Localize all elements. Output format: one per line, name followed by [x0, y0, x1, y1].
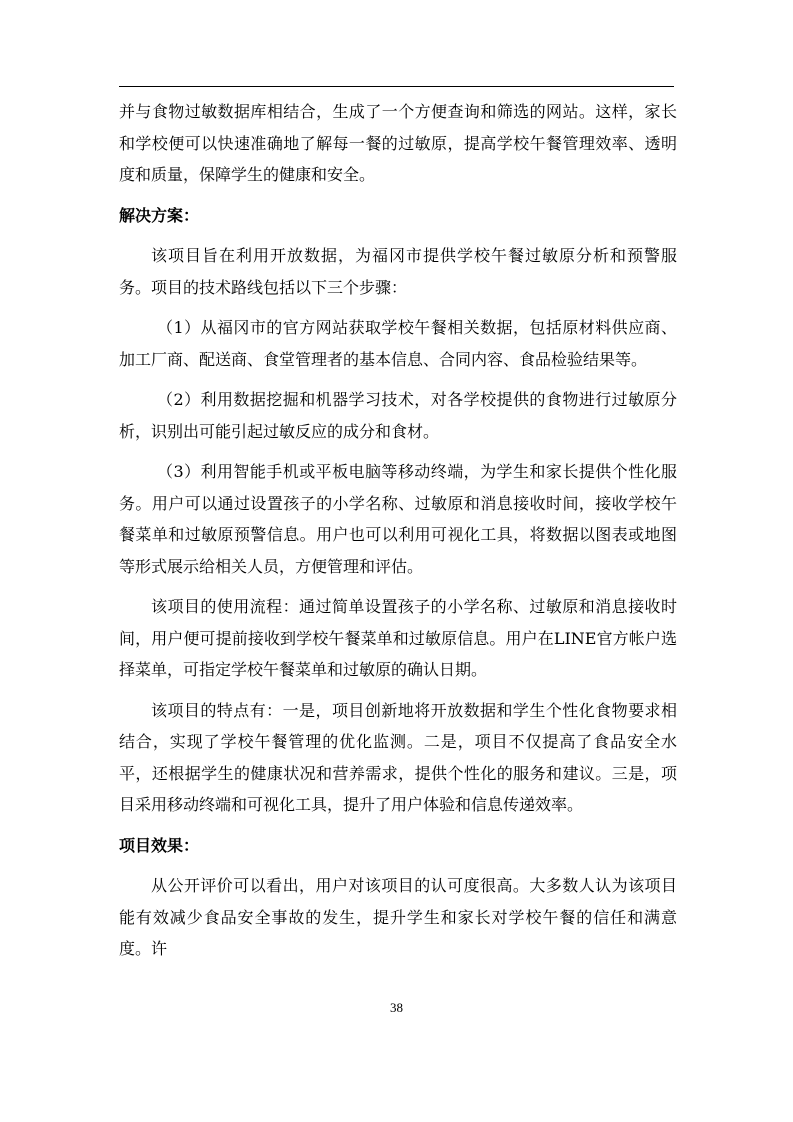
- step-3-paragraph: （3）利用智能手机或平板电脑等移动终端，为学生和家长提供个性化服务。用户可以通过设置孩子的小学名称、过敏原和消息接收时间，接收学校午餐菜单和过敏原预警信息。用户也可以利用可视化工具，将数据以图表或地图等形式展示给相关人员，方便管理和评估。: [119, 462, 677, 576]
- features-paragraph: 该项目的特点有：一是，项目创新地将开放数据和学生个性化食物要求相结合，实现了学校午餐管理的优化监测。二是，项目不仅提高了食品安全水平，还根据学生的健康状况和营养需求，提供个性化的服务和建议。三是，项目采用移动终端和可视化工具，提升了用户体验和信息传递效率。: [119, 700, 677, 814]
- header-rule: [119, 86, 674, 87]
- step-2-paragraph: （2）利用数据挖掘和机器学习技术，对各学校提供的食物进行过敏原分析，识别出可能引起过敏反应的成分和食材。: [119, 390, 677, 441]
- document-body: [119, 96, 677, 974]
- effect-heading: 项目效果：: [119, 835, 200, 855]
- intro-continuation-paragraph: 并与食物过敏数据库相结合，生成了一个方便查询和筛选的网站。这样，家长和学校便可以快速准确地了解每一餐的过敏原，提高学校午餐管理效率、透明度和质量，保障学生的健康和安全。: [119, 102, 677, 184]
- step-1-paragraph: （1）从福冈市的官方网站获取学校午餐相关数据，包括原材料供应商、加工厂商、配送商、食堂管理者的基本信息、合同内容、食品检验结果等。: [119, 318, 677, 369]
- solution-intro-paragraph: 该项目旨在利用开放数据，为福冈市提供学校午餐过敏原分析和预警服务。项目的技术路线包括以下三个步骤：: [119, 246, 677, 297]
- usage-flow-paragraph: 该项目的使用流程：通过简单设置孩子的小学名称、过敏原和消息接收时间，用户便可提前接收到学校午餐菜单和过敏原信息。用户在LINE官方帐户选择菜单，可指定学校午餐菜单和过敏原的确认日期。: [119, 597, 677, 679]
- effect-paragraph: 从公开评价可以看出，用户对该项目的认可度很高。大多数人认为该项目能有效减少食品安全事故的发生，提升学生和家长对学校午餐的信任和满意度。许: [119, 876, 677, 958]
- solution-heading: 解决方案：: [119, 205, 200, 225]
- page-number: 38: [390, 1000, 403, 1015]
